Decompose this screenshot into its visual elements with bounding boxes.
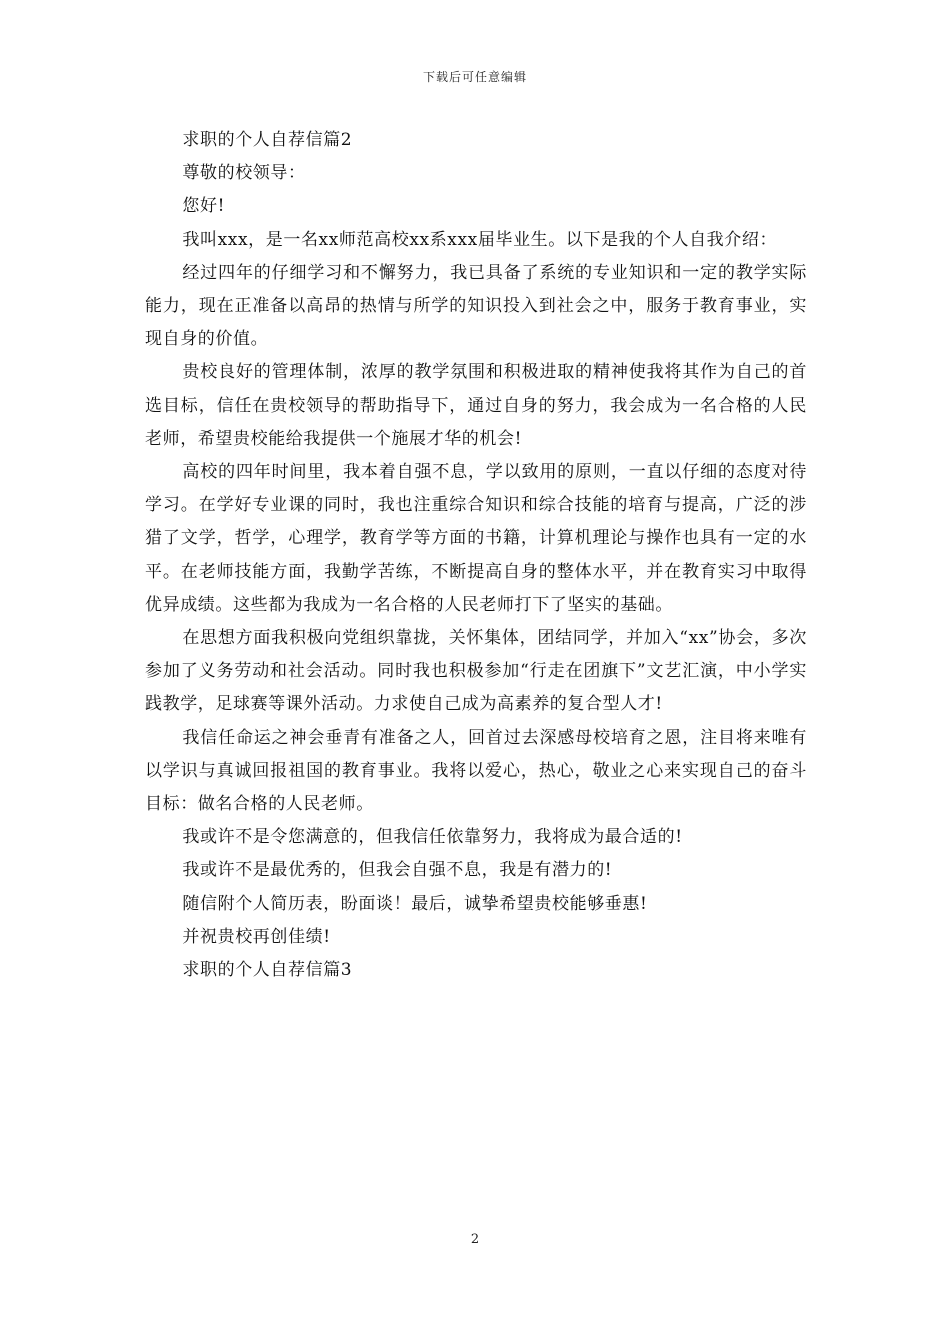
paragraph-fate: 我信任命运之神会垂青有准备之人，回首过去深感母校培育之恩，注目将来唯有以学识与真诚回报祖国的教育事业。我将以爱心，热心，敬业之心来实现自己的奋斗目标：做名合格的人民老师。 (145, 727, 807, 815)
paragraph-wish: 并祝贵校再创佳绩! (182, 926, 331, 947)
paragraph-best: 我或许不是最优秀的，但我会自强不息，我是有潜力的! (182, 860, 613, 881)
paragraph-intro: 我叫xxx，是一名xx师范高校xx系xxx届毕业生。以下是我的个人自我介绍： (182, 229, 778, 250)
paragraph-resume: 随信附个人简历表，盼面谈！最后，诚挚希望贵校能够垂惠! (182, 893, 648, 914)
paragraph-study: 经过四年的仔细学习和不懈努力，我已具备了系统的专业知识和一定的教学实际能力，现在正准备以高昂的热情与所学的知识投入到社会之中，服务于教育事业，实现自身的价值。 (145, 262, 807, 350)
greeting: 您好! (182, 196, 226, 217)
salutation: 尊敬的校领导： (182, 163, 306, 184)
document-body (145, 124, 807, 987)
paragraph-thought: 在思想方面我积极向党组织靠拢，关怀集体，团结同学，并加入“xx”协会，多次参加了义务劳动和社会活动。同时我也积极参加“行走在团旗下”文艺汇演，中小学实践教学，足球赛等课外活动。力求使自己成为高素养的复合型人才! (145, 628, 807, 715)
section-title: 求职的个人自荐信篇2 (182, 130, 353, 150)
section-title-next: 求职的个人自荐信篇3 (182, 960, 353, 981)
paragraph-satisfied: 我或许不是令您满意的，但我信任依靠努力，我将成为最合适的! (182, 827, 683, 848)
page-header: 下载后可任意编辑 (422, 70, 527, 84)
page-number: 2 (470, 1232, 480, 1247)
paragraph-school: 贵校良好的管理体制，浓厚的教学氛围和积极进取的精神使我将其作为自己的首选目标，信任在贵校领导的帮助指导下，通过自身的努力，我会成为一名合格的人民老师，希望贵校能给我提供一个施展才华的机会! (145, 362, 807, 449)
paragraph-university: 高校的四年时间里，我本着自强不息，学以致用的原则，一直以仔细的态度对待学习。在学好专业课的同时，我也注重综合知识和综合技能的培育与提高，广泛的涉猎了文学，哲学，心理学，教育学等方面的书籍，计算机理论与操作也具有一定的水平。在老师技能方面，我勤学苦练，不断提高自身的整体水平，并在教育实习中取得优异成绩。这些都为我成为一名合格的人民老师打下了坚实的基础。 (145, 462, 807, 615)
